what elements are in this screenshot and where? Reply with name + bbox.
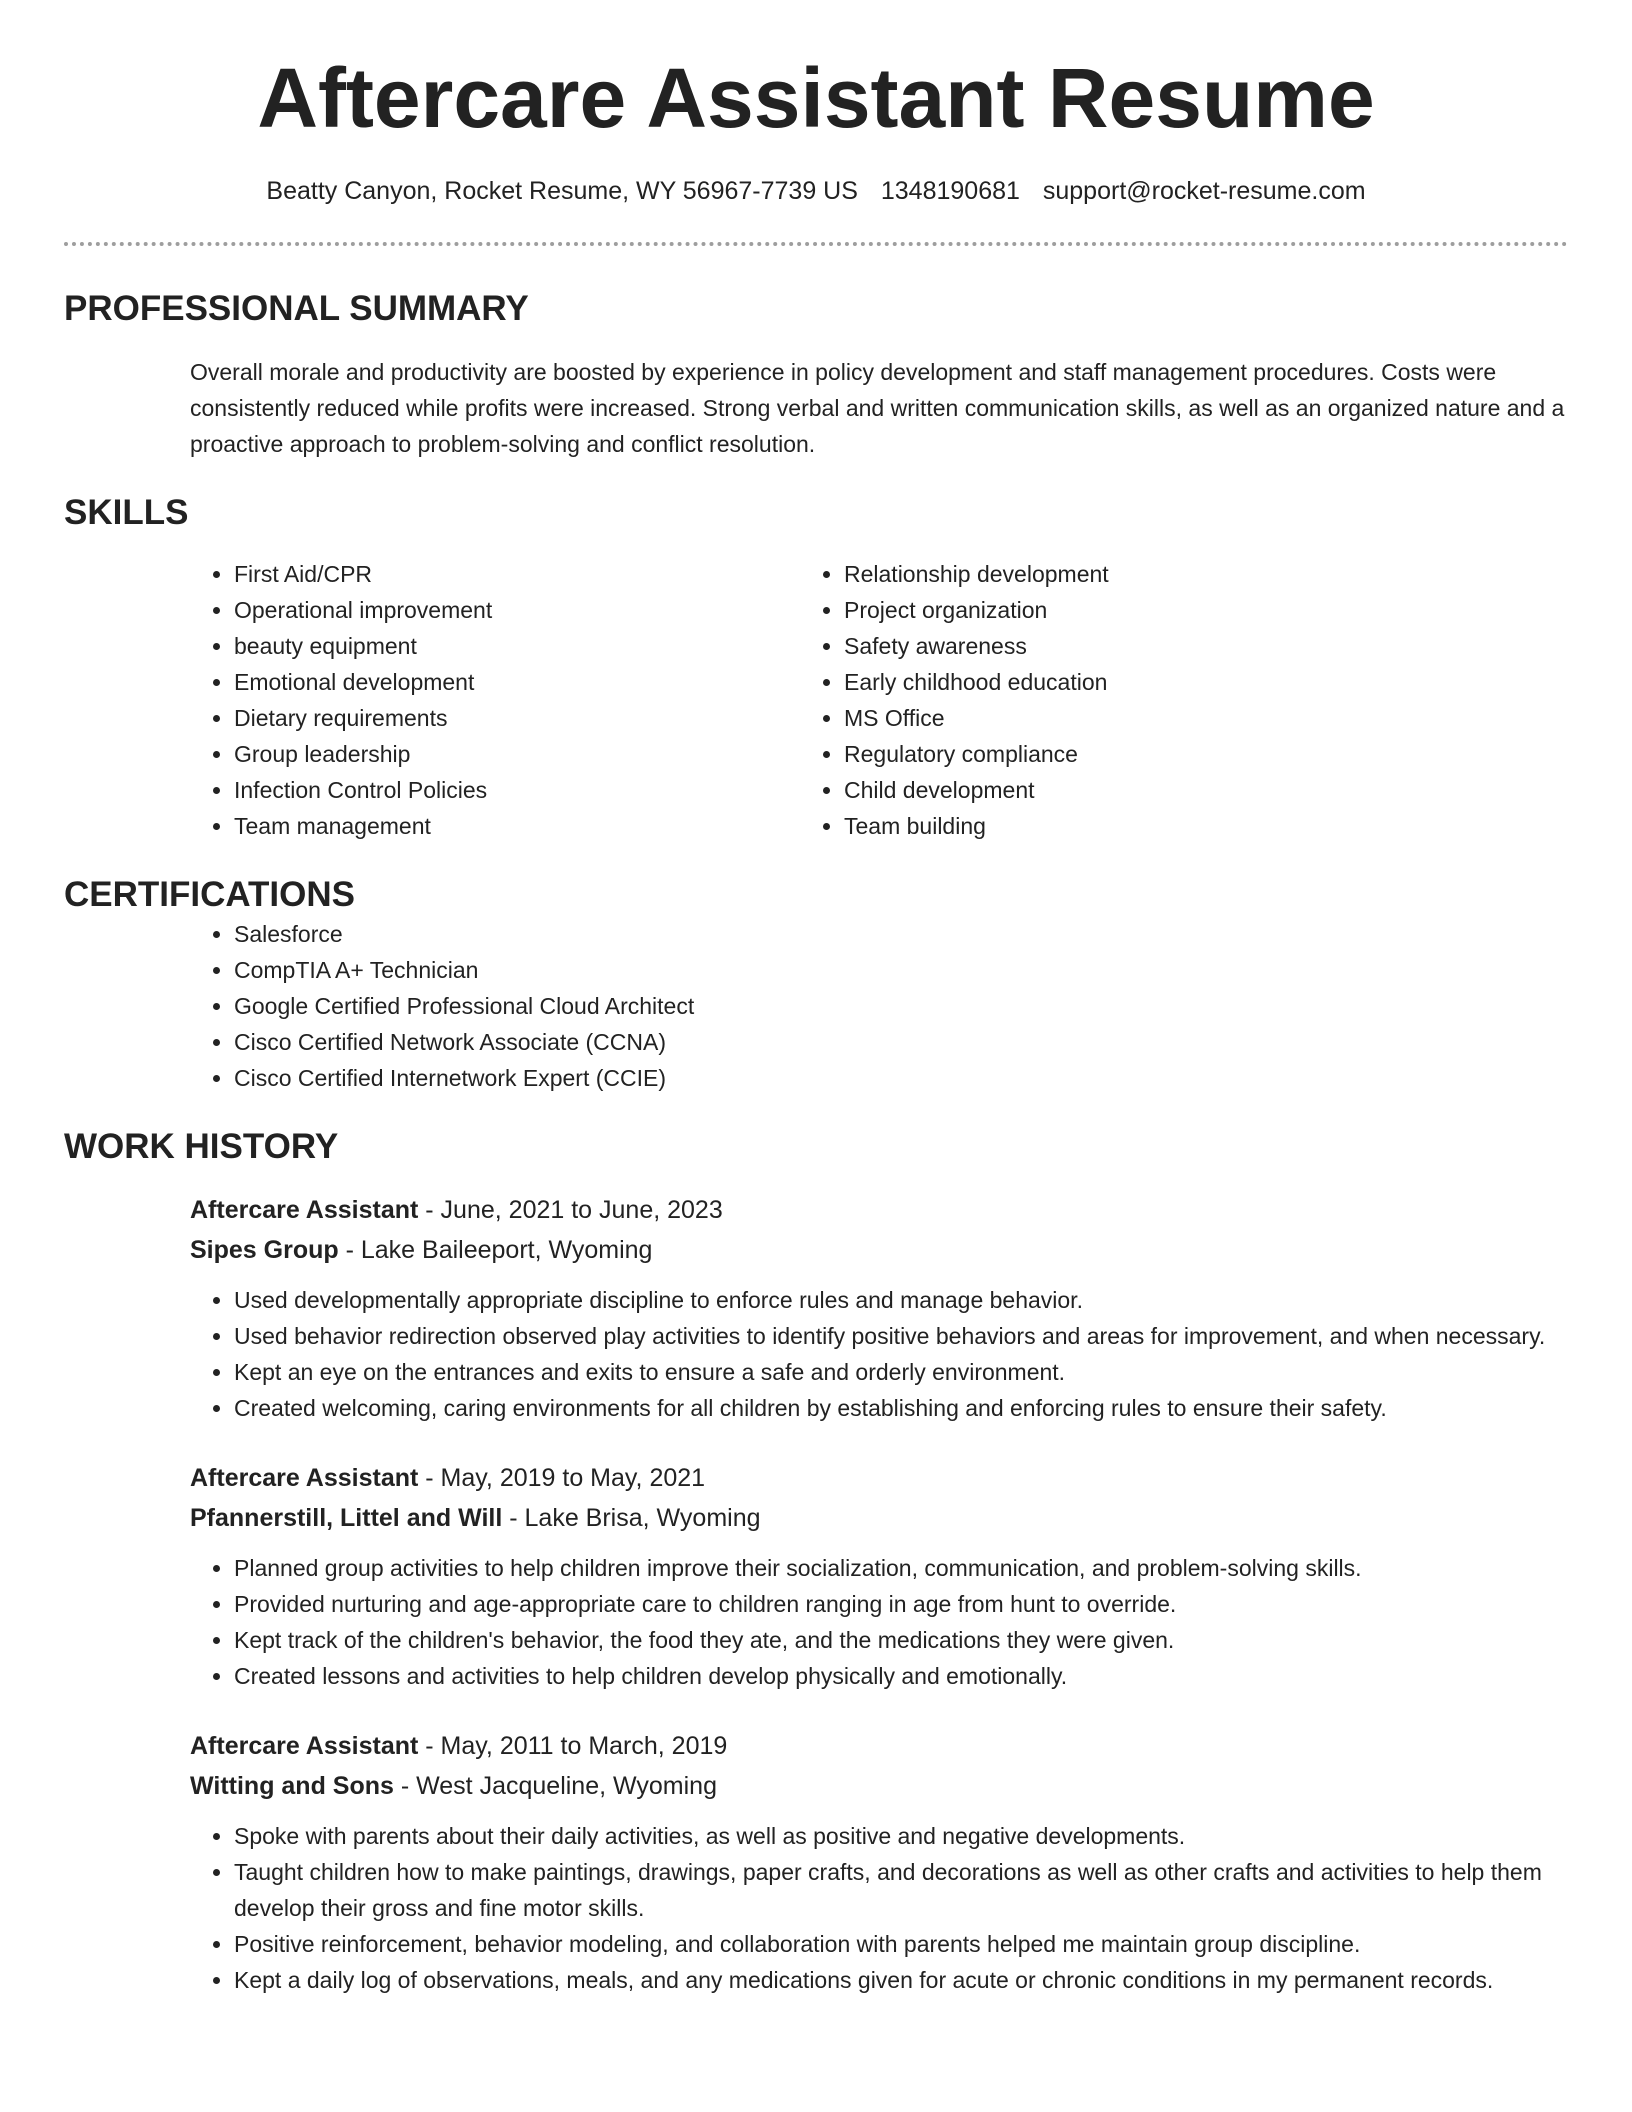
- skill-item: • Dietary requirements: [234, 700, 744, 736]
- header-divider: [64, 242, 1568, 246]
- skill-item: • Group leadership: [234, 736, 744, 772]
- skill-item: • Project organization: [844, 592, 1404, 628]
- job-title-line: [190, 1726, 1568, 1766]
- skill-item: • Child development: [844, 772, 1404, 808]
- job-entry: [190, 1190, 1568, 1426]
- contact-address: Beatty Canyon, Rocket Resume, WY 56967-7739 US: [266, 176, 858, 205]
- skill-item: • MS Office: [844, 700, 1404, 736]
- job-bullet: • Kept track of the children's behavior, the food they ate, and the medications they were given.: [234, 1622, 1568, 1658]
- job-bullets: [190, 1282, 1568, 1426]
- skills-list-left: [64, 556, 744, 844]
- job-entry: [190, 1458, 1568, 1694]
- certification-item: • Salesforce: [234, 916, 1568, 952]
- resume-title: Aftercare Assistant Resume: [257, 51, 1375, 145]
- certification-item: • Cisco Certified Network Associate (CCNA): [234, 1024, 1568, 1060]
- job-bullets: [190, 1818, 1568, 1998]
- job-dates: - May, 2019 to May, 2021: [418, 1463, 706, 1492]
- contact-line: [64, 177, 1568, 206]
- job-company: Witting and Sons: [190, 1771, 394, 1800]
- skill-item: • Emotional development: [234, 664, 744, 700]
- job-bullet: • Created lessons and activities to help children develop physically and emotionally.: [234, 1658, 1568, 1694]
- job-location: - West Jacqueline, Wyoming: [393, 1771, 717, 1800]
- job-bullets: [190, 1550, 1568, 1694]
- skills-heading: SKILLS: [64, 492, 189, 532]
- job-location: - Lake Brisa, Wyoming: [502, 1503, 761, 1532]
- contact-email: support@rocket-resume.com: [1042, 176, 1366, 205]
- summary-text: Overall morale and productivity are boosted by experience in policy development and staff management procedures. Costs were consistently reduced while profits were increased. Strong verbal and written communication skills, as well as an organized nature and a proactive approach to problem-solving and conflict resolution.: [190, 358, 1565, 457]
- job-company: Pfannerstill, Littel and Will: [190, 1503, 503, 1532]
- job-bullet: • Positive reinforcement, behavior modeling, and collaboration with parents helped me maintain group discipline.: [234, 1926, 1568, 1962]
- contact-phone: 1348190681: [880, 176, 1020, 205]
- job-title: Aftercare Assistant: [190, 1463, 419, 1492]
- job-bullet: • Spoke with parents about their daily activities, as well as positive and negative developments.: [234, 1818, 1568, 1854]
- certifications-list: [64, 916, 1568, 1096]
- skill-item: • Team building: [844, 808, 1404, 844]
- job-location: - Lake Baileeport, Wyoming: [338, 1235, 653, 1264]
- skills-columns: [64, 556, 1568, 844]
- job-dates: - June, 2021 to June, 2023: [418, 1195, 723, 1224]
- job-title-line: [190, 1458, 1568, 1498]
- job-company-line: [190, 1498, 1568, 1538]
- certification-item: • CompTIA A+ Technician: [234, 952, 1568, 988]
- job-bullet: • Provided nurturing and age-appropriate care to children ranging in age from hunt to override.: [234, 1586, 1568, 1622]
- job-bullet: • Planned group activities to help children improve their socialization, communication, and problem-solving skills.: [234, 1550, 1568, 1586]
- job-company-line: [190, 1766, 1568, 1806]
- job-title: Aftercare Assistant: [190, 1195, 419, 1224]
- certification-item: • Cisco Certified Internetwork Expert (CCIE): [234, 1060, 1568, 1096]
- skill-item: • beauty equipment: [234, 628, 744, 664]
- skill-item: • Infection Control Policies: [234, 772, 744, 808]
- skill-item: • Operational improvement: [234, 592, 744, 628]
- job-bullet: • Kept a daily log of observations, meals, and any medications given for acute or chronic conditions in my permanent records.: [234, 1962, 1568, 1998]
- skill-item: • First Aid/CPR: [234, 556, 744, 592]
- skill-item: • Early childhood education: [844, 664, 1404, 700]
- job-bullet: • Used behavior redirection observed play activities to identify positive behaviors and areas for improvement, and when necessary.: [234, 1318, 1568, 1354]
- work-history-heading: WORK HISTORY: [64, 1126, 339, 1166]
- skills-list-right: [674, 556, 1404, 844]
- job-dates: - May, 2011 to March, 2019: [418, 1731, 728, 1760]
- job-entry: [190, 1726, 1568, 1998]
- job-bullet: • Used developmentally appropriate discipline to enforce rules and manage behavior.: [234, 1282, 1568, 1318]
- job-title: Aftercare Assistant: [190, 1731, 419, 1760]
- job-company-line: [190, 1230, 1568, 1270]
- job-title-line: [190, 1190, 1568, 1230]
- job-company: Sipes Group: [190, 1235, 339, 1264]
- skill-item: • Safety awareness: [844, 628, 1404, 664]
- skill-item: • Regulatory compliance: [844, 736, 1404, 772]
- job-bullet: • Kept an eye on the entrances and exits to ensure a safe and orderly environment.: [234, 1354, 1568, 1390]
- skill-item: • Relationship development: [844, 556, 1404, 592]
- summary-heading: PROFESSIONAL SUMMARY: [64, 288, 529, 328]
- skill-item: • Team management: [234, 808, 744, 844]
- certification-item: • Google Certified Professional Cloud Architect: [234, 988, 1568, 1024]
- job-bullet: • Created welcoming, caring environments for all children by establishing and enforcing rules to ensure their safety.: [234, 1390, 1568, 1426]
- job-bullet: • Taught children how to make paintings, drawings, paper crafts, and decorations as well as other crafts and activities to help them develop their gross and fine motor skills.: [234, 1854, 1568, 1926]
- certifications-heading: CERTIFICATIONS: [64, 874, 356, 914]
